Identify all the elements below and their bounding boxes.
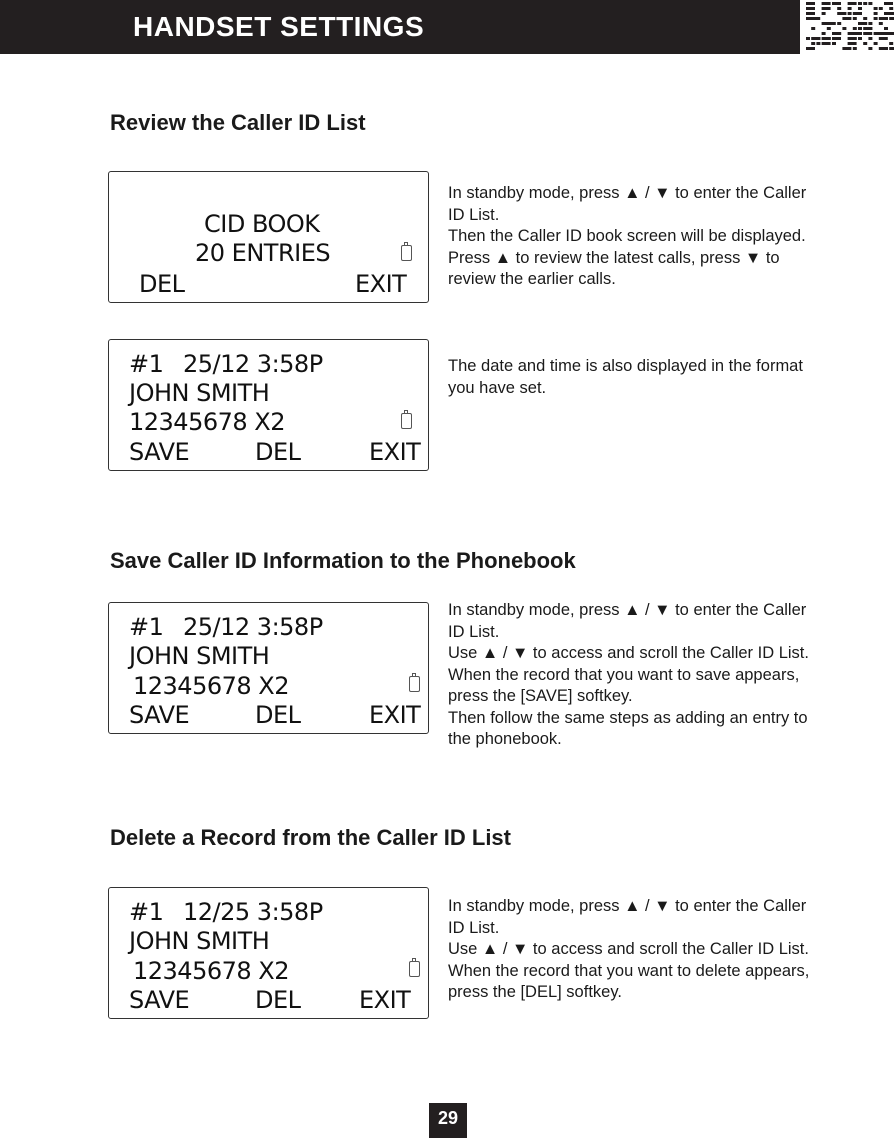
- softkey-exit: EXIT: [359, 986, 411, 1014]
- softkey-save: SAVE: [129, 701, 190, 729]
- lcd-record-index: #1: [129, 898, 164, 926]
- page-header-title: HANDSET SETTINGS: [133, 11, 425, 42]
- lcd-screen-cid-book: [108, 171, 429, 303]
- section-title-save: Save Caller ID Information to the Phonebook: [110, 548, 576, 573]
- instruction-line: Use ▲ / ▼ to access and scroll the Caller ID List.: [448, 644, 809, 662]
- lcd-record-number: 12345678 X2: [133, 957, 289, 985]
- lcd-screen-caller-record: [108, 339, 429, 471]
- instruction-line: Then the Caller ID book screen will be displayed.: [448, 227, 806, 245]
- instruction-line: In standby mode, press ▲ / ▼ to enter the Caller ID List.: [448, 601, 807, 641]
- softkey-save: SAVE: [129, 438, 190, 466]
- date-time-note: [448, 356, 818, 399]
- lcd-record-number: 12345678 X2: [129, 408, 285, 436]
- instruction-line: The date and time is also displayed in the format you have set.: [448, 357, 803, 397]
- softkey-save: SAVE: [129, 986, 190, 1014]
- lcd-record-datetime: 25/12 3:58P: [183, 613, 323, 641]
- instruction-line: When the record that you want to save appears, press the [SAVE] softkey.: [448, 665, 800, 705]
- lcd-record-index: #1: [129, 350, 164, 378]
- lcd-screen-delete-record: [108, 887, 429, 1019]
- instruction-line: In standby mode, press ▲ / ▼ to enter the Caller ID List.: [448, 184, 807, 224]
- decorative-pattern-icon: [806, 2, 894, 52]
- lcd-record-index: #1: [129, 613, 164, 641]
- instruction-line: When the record that you want to delete appears, press the [DEL] softkey.: [448, 961, 810, 1001]
- lcd-line-title: CID BOOK: [204, 210, 320, 238]
- instruction-line: Use ▲ / ▼ to access and scroll the Caller ID List.: [448, 940, 809, 958]
- softkey-del: DEL: [139, 270, 185, 298]
- header-bar: [0, 0, 800, 54]
- softkey-exit: EXIT: [355, 270, 407, 298]
- battery-icon: [409, 961, 420, 977]
- section-title-review: Review the Caller ID List: [110, 110, 366, 135]
- save-instructions: [448, 600, 818, 751]
- instruction-line: Then follow the same steps as adding an entry to the phonebook.: [448, 708, 808, 748]
- section-title-delete: Delete a Record from the Caller ID List: [110, 825, 511, 850]
- review-instructions: [448, 183, 818, 291]
- lcd-record-name: JOHN SMITH: [129, 379, 270, 407]
- lcd-screen-save-record: [108, 602, 429, 734]
- lcd-record-name: JOHN SMITH: [129, 927, 270, 955]
- softkey-del: DEL: [255, 701, 301, 729]
- delete-instructions: [448, 896, 818, 1004]
- softkey-exit: EXIT: [369, 701, 421, 729]
- battery-icon: [409, 676, 420, 692]
- lcd-record-datetime: 12/25 3:58P: [183, 898, 323, 926]
- softkey-del: DEL: [255, 986, 301, 1014]
- battery-icon: [401, 245, 412, 261]
- battery-icon: [401, 413, 412, 429]
- page-number: 29: [429, 1103, 467, 1138]
- lcd-record-number: 12345678 X2: [133, 672, 289, 700]
- lcd-record-datetime: 25/12 3:58P: [183, 350, 323, 378]
- instruction-line: Press ▲ to review the latest calls, press ▼ to review the earlier calls.: [448, 248, 780, 288]
- lcd-record-name: JOHN SMITH: [129, 642, 270, 670]
- instruction-line: In standby mode, press ▲ / ▼ to enter the Caller ID List.: [448, 897, 807, 937]
- lcd-line-entries: 20 ENTRIES: [195, 239, 331, 267]
- softkey-del: DEL: [255, 438, 301, 466]
- softkey-exit: EXIT: [369, 438, 421, 466]
